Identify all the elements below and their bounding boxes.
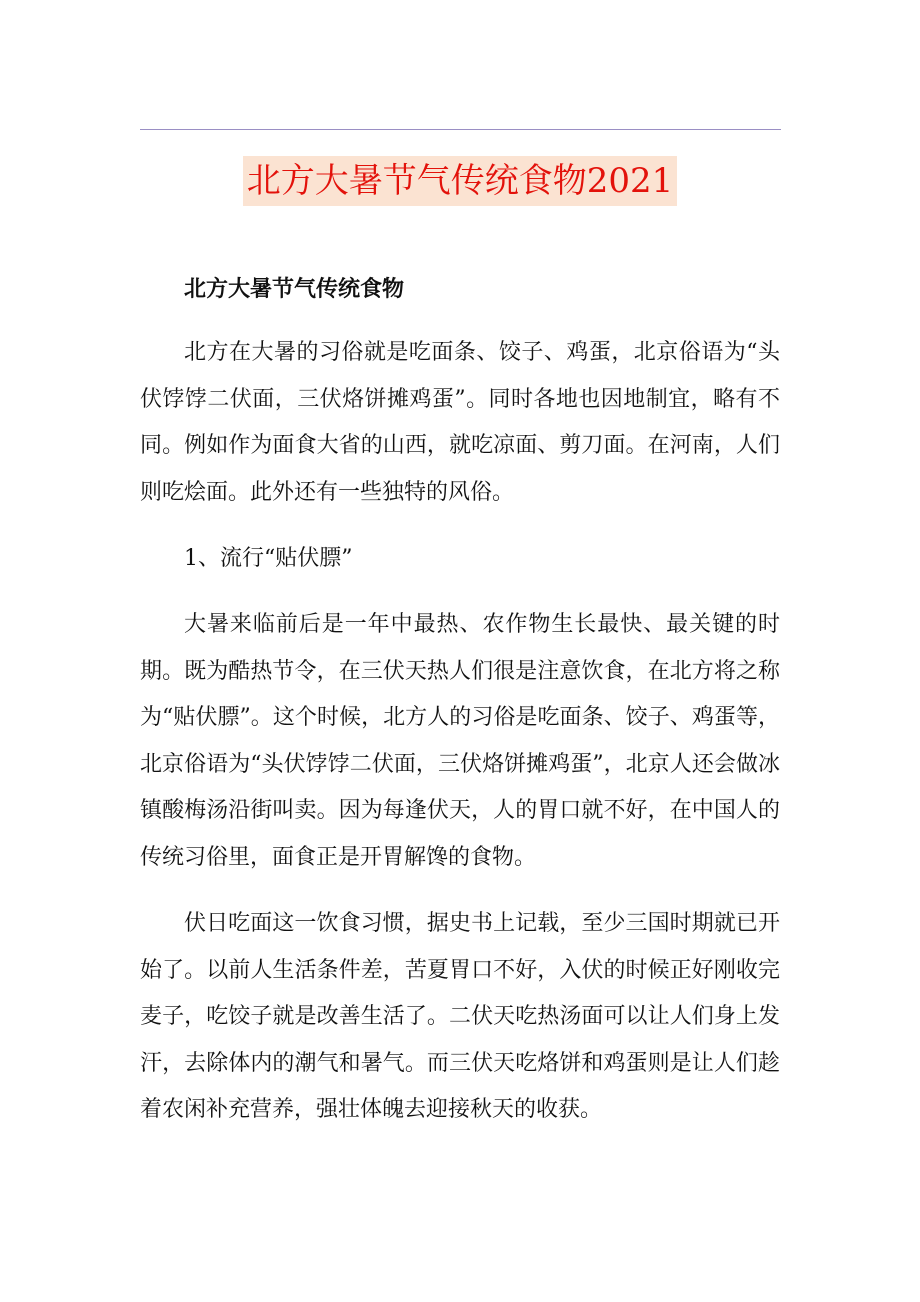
- title-container: [0, 156, 920, 206]
- header-rule: [140, 129, 781, 130]
- paragraph-fubiao: 大暑来临前后是一年中最热、农作物生长最快、最关键的时期。既为酷热节令，在三伏天热人们很是注意饮食，在北方将之称为“贴伏膘”。这个时候，北方人的习俗是吃面条、饺子、鸡蛋等，北京俗语为“头伏饽饽二伏面，三伏烙饼摊鸡蛋”，北京人还会做冰镇酸梅汤沿街叫卖。因为每逢伏天，人的胃口就不好，在中国人的传统习俗里，面食正是开胃解馋的食物。: [140, 612, 780, 870]
- document-body: [140, 266, 780, 1154]
- paragraph-history: 伏日吃面这一饮食习惯，据史书上记载，至少三国时期就已开始了。以前人生活条件差，苦夏胃口不好，入伏的时候正好刚收完麦子，吃饺子就是改善生活了。二伏天吃热汤面可以让人们身上发汗，去除体内的潮气和暑气。而三伏天吃烙饼和鸡蛋则是让人们趁着农闲补充营养，强壮体魄去迎接秋天的收获。: [140, 911, 780, 1122]
- item-heading-1: 1、流行“贴伏膘”: [184, 546, 353, 571]
- paragraph-intro: 北方在大暑的习俗就是吃面条、饺子、鸡蛋，北京俗语为“头伏饽饽二伏面，三伏烙饼摊鸡蛋”。同时各地也因地制宜，略有不同。例如作为面食大省的山西，就吃凉面、剪刀面。在河南，人们则吃烩面。此外还有一些独特的风俗。: [140, 340, 780, 505]
- section-subheading: 北方大暑节气传统食物: [184, 276, 405, 302]
- document-title: 北方大暑节气传统食物2021: [243, 156, 678, 206]
